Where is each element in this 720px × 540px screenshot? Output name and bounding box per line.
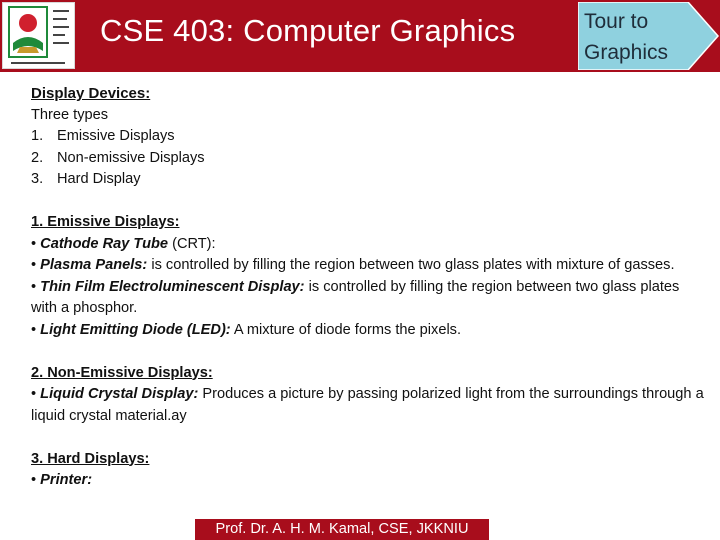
hard-item: • Printer: <box>31 472 93 488</box>
types-intro: Three types <box>31 106 109 123</box>
tour-line-2: Graphics <box>584 41 669 64</box>
display-devices-heading: Display Devices: <box>31 85 151 102</box>
type-item: 2. Non-emissive Displays <box>31 149 205 166</box>
emissive-item: • Light Emitting Diode (LED): A mixture of diode forms the pixels. <box>31 321 462 338</box>
type-item: 1. Emissive Displays <box>31 128 175 144</box>
course-title: CSE 403: Computer Graphics <box>100 13 516 48</box>
footer-credit: Prof. Dr. A. H. M. Kamal, CSE, JKKNIU <box>195 519 489 540</box>
emissive-item: • Cathode Ray Tube (CRT): <box>31 235 216 252</box>
emissive-item: • Thin Film Electroluminescent Display: is controlled by filling the region between two glass plates with a phosphor. <box>31 278 680 316</box>
type-item: 3. Hard Display <box>31 171 141 187</box>
header-bar <box>0 0 720 72</box>
non-emissive-heading: 2. Non-Emissive Displays: <box>31 364 213 381</box>
university-logo <box>2 2 75 69</box>
emissive-heading: 1. Emissive Displays: <box>31 214 180 230</box>
slide-content <box>31 83 707 492</box>
tour-label <box>584 6 694 68</box>
hard-heading: 3. Hard Displays: <box>31 450 150 467</box>
tour-line-1: Tour to <box>584 10 649 33</box>
emissive-item: • Plasma Panels: is controlled by filling the region between two glass plates with mixture of gasses. <box>31 257 675 273</box>
non-emissive-item: • Liquid Crystal Display: Produces a picture by passing polarized light from the surroundings through a liquid crystal material.ay <box>31 386 704 424</box>
